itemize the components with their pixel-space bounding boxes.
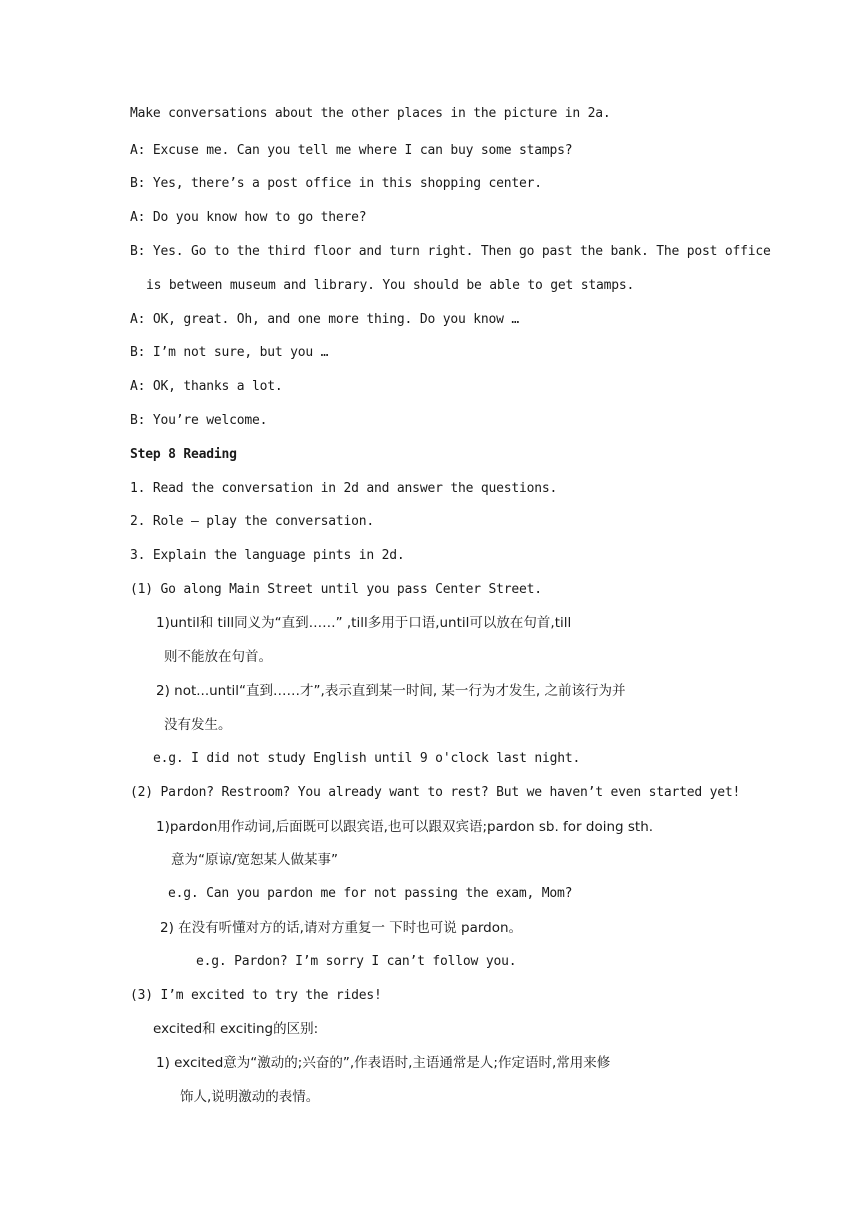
task-item: 1. Read the conversation in 2d and answer the questions. <box>130 481 558 496</box>
dialogue-line: A: Excuse me. Can you tell me where I can buy some stamps? <box>130 143 573 158</box>
dialogue-line: is between museum and library. You should be able to get stamps. <box>146 278 635 293</box>
note-line: 2) not...until“直到……才”,表示直到某一时间, 某一行为才发生, 之前该行为并 <box>156 683 626 699</box>
section-heading: Step 8 Reading <box>130 447 237 462</box>
point-heading: (3) I’m excited to try the rides! <box>130 988 382 1003</box>
note-line: 1)until和 till同义为“直到……” ,till多用于口语,until可以放在句首,till <box>156 615 572 631</box>
dialogue-line: B: Yes, there’s a post office in this shopping center. <box>130 176 542 191</box>
point-heading: (1) Go along Main Street until you pass Center Street. <box>130 582 542 597</box>
dialogue-line: A: OK, thanks a lot. <box>130 379 283 394</box>
dialogue-line: A: Do you know how to go there? <box>130 210 367 225</box>
note-line: 没有发生。 <box>164 717 232 733</box>
note-line: 1)pardon用作动词,后面既可以跟宾语,也可以跟双宾语;pardon sb. for doing sth. <box>156 819 654 835</box>
intro-instruction: Make conversations about the other places in the picture in 2a. <box>130 106 611 121</box>
task-item: 2. Role – play the conversation. <box>130 514 375 529</box>
note-line: excited和 exciting的区别: <box>153 1021 319 1037</box>
dialogue-line: B: I’m not sure, but you … <box>130 345 329 360</box>
example-sentence: e.g. I did not study English until 9 o'clock last night. <box>153 751 581 766</box>
dialogue-line: B: You’re welcome. <box>130 413 268 428</box>
note-line: 则不能放在句首。 <box>164 649 272 665</box>
point-heading: (2) Pardon? Restroom? You already want to rest? But we haven’t even started yet! <box>130 785 741 800</box>
example-sentence: e.g. Pardon? I’m sorry I can’t follow you. <box>196 954 517 969</box>
task-item: 3. Explain the language pints in 2d. <box>130 548 405 563</box>
note-line: 2) 在没有听懂对方的话,请对方重复一 下时也可说 pardon。 <box>160 920 523 936</box>
dialogue-line: B: Yes. Go to the third floor and turn right. Then go past the bank. The post office <box>130 244 771 259</box>
note-line: 饰人,说明激动的表情。 <box>180 1089 320 1105</box>
note-line: 1) excited意为“激动的;兴奋的”,作表语时,主语通常是人;作定语时,常用来修 <box>156 1055 611 1071</box>
example-sentence: e.g. Can you pardon me for not passing the exam, Mom? <box>168 886 573 901</box>
note-line: 意为“原谅/宽恕某人做某事” <box>171 852 339 868</box>
dialogue-line: A: OK, great. Oh, and one more thing. Do you know … <box>130 312 519 327</box>
